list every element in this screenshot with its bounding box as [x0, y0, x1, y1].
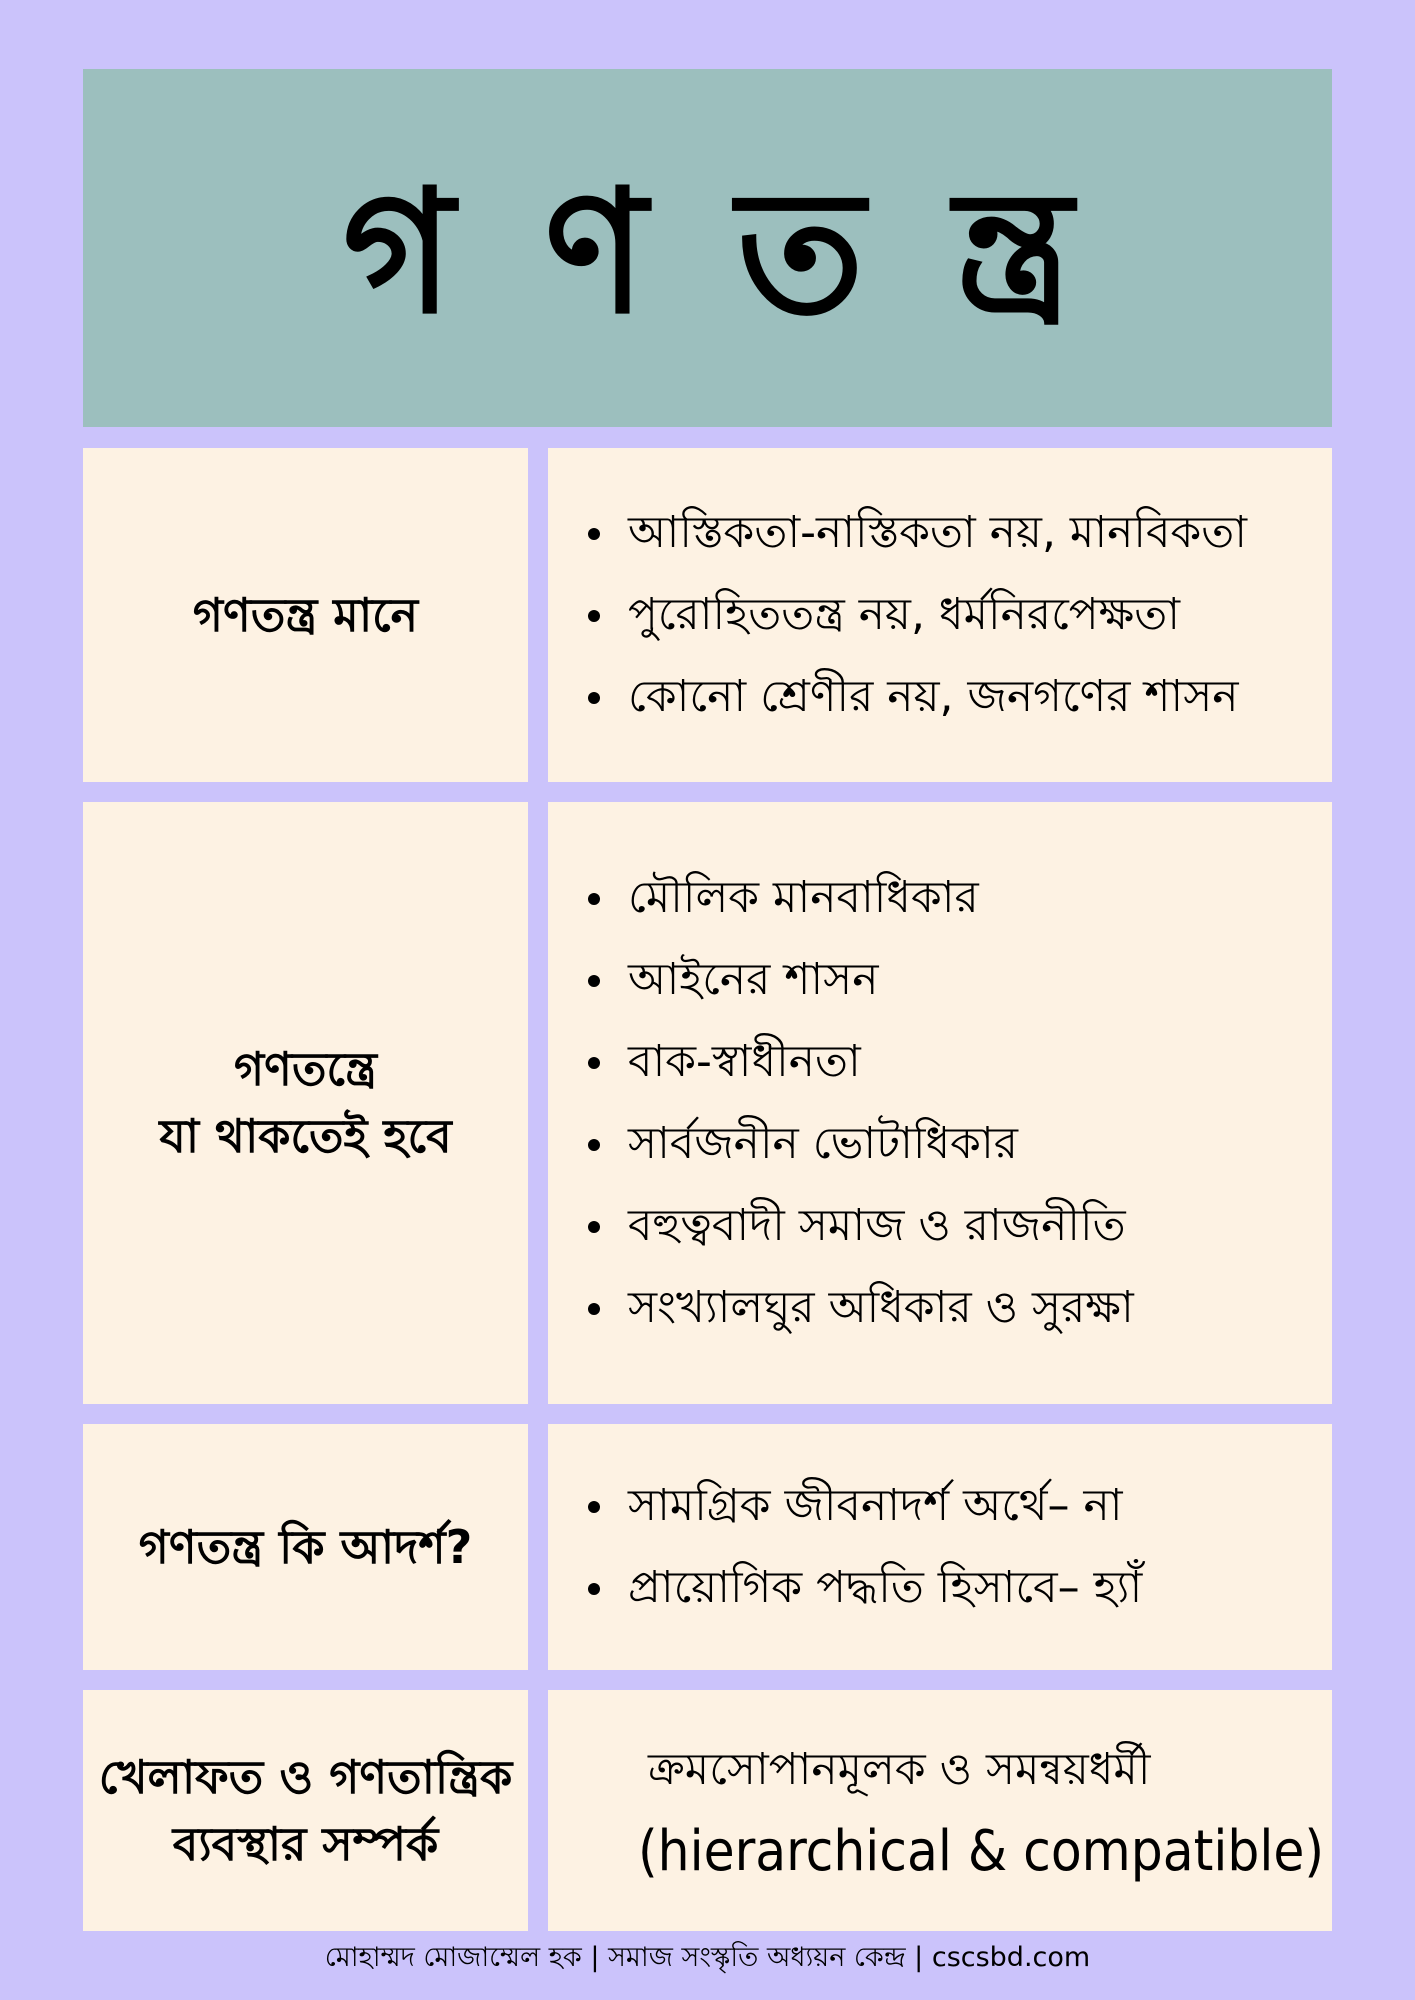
row-label-cell-ideology	[83, 1424, 528, 1670]
bullet-list	[548, 492, 1247, 738]
title-banner	[83, 69, 1332, 427]
title-letter: ণ	[544, 154, 647, 352]
row-label-line: গণতন্ত্রে	[234, 1042, 377, 1097]
page-title	[342, 154, 1073, 352]
title-letter: গ	[342, 154, 454, 352]
row-label-line: ব্যবস্থার সম্পর্ক	[172, 1816, 439, 1871]
row-content-cell-requirements	[548, 802, 1332, 1404]
footer-credit: মোহাম্মদ মোজাম্মেল হক | সমাজ সংস্কৃতি অধ্যয়ন কেন্দ্র | cscsbd.com	[324, 1942, 1091, 1973]
row-label-cell-relation	[83, 1690, 528, 1931]
row-label-line: খেলাফত ও গণতান্ত্রিক	[98, 1749, 513, 1804]
row-label	[129, 1514, 483, 1581]
row-label-line: গণতন্ত্র কি আদর্শ?	[138, 1519, 473, 1574]
relation-text-bangla: ক্রমসোপানমূলক ও সমন্বয়ধর্মী	[648, 1743, 1151, 1795]
row-label-cell-requirements	[83, 802, 528, 1404]
title-letter: ন্ত্র	[954, 154, 1073, 352]
relation-text	[548, 1729, 1324, 1893]
list-item: বাক-স্বাধীনতা	[628, 1021, 1134, 1103]
list-item: সংখ্যালঘুর অধিকার ও সুরক্ষা	[628, 1267, 1134, 1349]
bullet-list	[548, 857, 1134, 1349]
row-label-cell-meaning	[83, 448, 528, 782]
row-label	[149, 1036, 461, 1169]
list-item: সার্বজনীন ভোটাধিকার	[628, 1103, 1134, 1185]
row-label-line: গণতন্ত্র মানে	[192, 587, 419, 642]
list-item: কোনো শ্রেণীর নয়, জনগণের শাসন	[628, 656, 1247, 738]
list-item: আস্তিকতা-নাস্তিকতা নয়, মানবিকতা	[628, 492, 1247, 574]
row-label	[89, 1744, 523, 1877]
row-content-cell-meaning	[548, 448, 1332, 782]
row-label-line: যা থাকতেই হবে	[159, 1109, 452, 1163]
title-letter: ত	[736, 154, 865, 352]
list-item: বহুত্ববাদী সমাজ ও রাজনীতি	[628, 1185, 1134, 1267]
list-item: সামগ্রিক জীবনাদর্শ অর্থে– না	[628, 1465, 1142, 1547]
relation-text-english: (hierarchical & compatible)	[638, 1818, 1324, 1884]
bullet-list	[548, 1465, 1142, 1629]
list-item: মৌলিক মানবাধিকার	[628, 857, 1134, 939]
row-content-cell-ideology	[548, 1424, 1332, 1670]
list-item: প্রায়োগিক পদ্ধতি হিসাবে– হ্যাঁ	[628, 1547, 1142, 1629]
row-label	[183, 582, 428, 649]
list-item: পুরোহিততন্ত্র নয়, ধর্মনিরপেক্ষতা	[628, 574, 1247, 656]
row-content-cell-relation	[548, 1690, 1332, 1931]
list-item: আইনের শাসন	[628, 939, 1134, 1021]
